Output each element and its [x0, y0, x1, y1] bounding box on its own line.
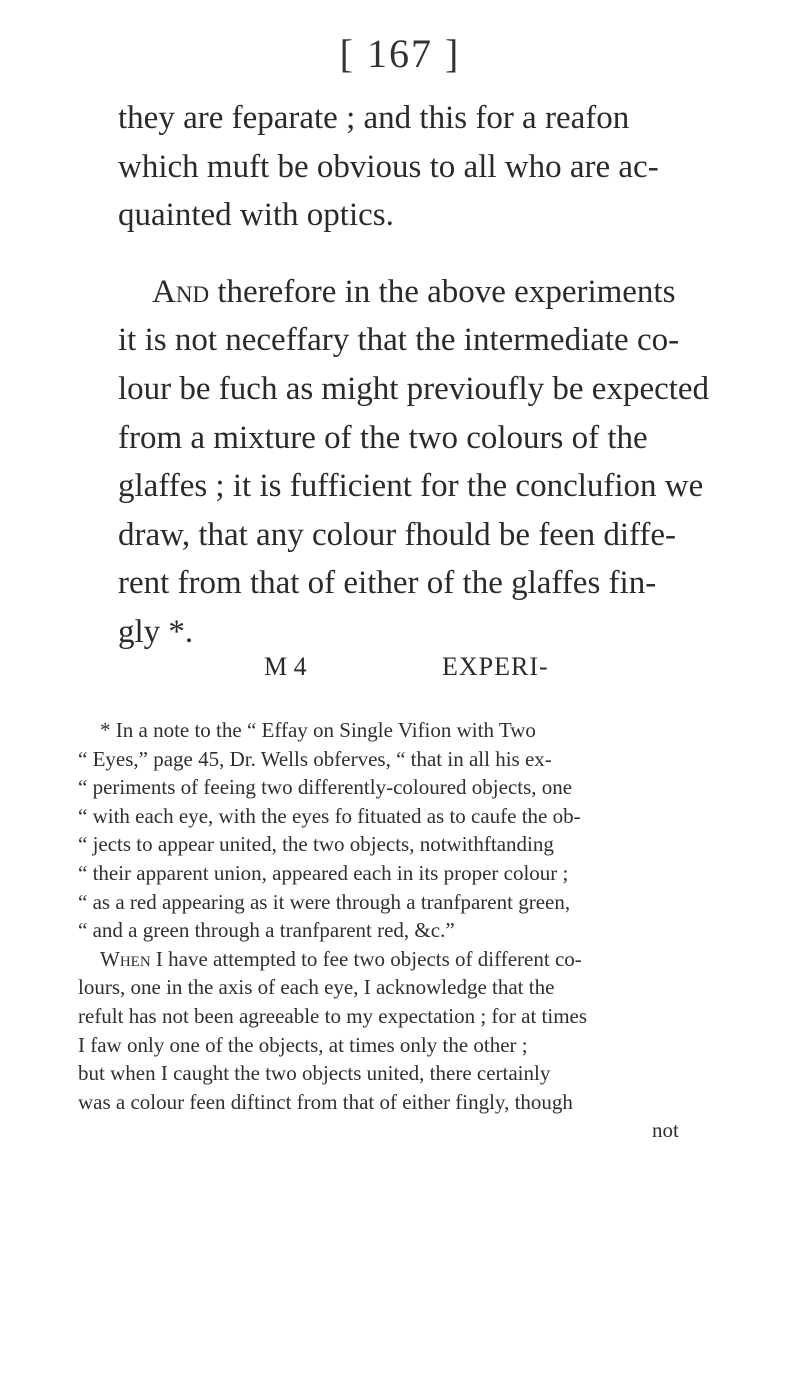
page-number: [ 167 ]	[339, 31, 461, 76]
footnote-line: but when I caught the two objects united, there certainly	[78, 1061, 551, 1086]
footnote-line: refult has not been agreeable to my expectation ; for at times	[78, 1003, 588, 1028]
footnote-line: was a colour feen diftinct from that of either fingly, though	[78, 1089, 573, 1114]
text-line: quainted with optics.	[118, 197, 394, 234]
footnote-line: “ periments of feeing two differently-coloured objects, one	[78, 775, 573, 800]
footnote-line: “ with each eye, with the eyes fo fituated as to caufe the ob-	[78, 803, 581, 828]
main-text	[118, 94, 718, 657]
footnote-line: “ their apparent union, appeared each in its proper colour ;	[78, 860, 569, 885]
footnote-line: “ as a red appearing as it were through a tranfparent green,	[78, 889, 571, 914]
footnote-line: lours, one in the axis of each eye, I acknowledge that the	[78, 975, 555, 1000]
text-line: gly *.	[118, 613, 194, 650]
drop-word: When	[100, 946, 151, 971]
text-span: I have attempted to fee two objects of different co-	[150, 946, 582, 971]
text-line: draw, that any colour fhould be feen diffe-	[118, 516, 677, 553]
drop-word: And	[152, 273, 210, 310]
paragraph-opening-line	[118, 268, 718, 317]
footnote	[78, 716, 718, 1145]
text-line: it is not neceffary that the intermediate co-	[118, 322, 680, 359]
signature-mark: M 4	[264, 652, 307, 681]
text-line: which muft be obvious to all who are ac-	[118, 148, 659, 185]
text-span: therefore in the above experiments	[209, 273, 676, 310]
footnote-catchword: not	[652, 1118, 679, 1143]
text-line: glaffes ; it is fufficient for the conclufion we	[118, 468, 704, 505]
text-line: lour be fuch as might previoufly be expected	[118, 370, 710, 407]
footnote-line: “ jects to appear united, the two objects, notwithftanding	[78, 832, 554, 857]
footnote-line: “ and a green through a tranfparent red, &c.”	[78, 918, 455, 943]
footnote-line: “ Eyes,” page 45, Dr. Wells obferves, “ that in all his ex-	[78, 746, 552, 771]
text-line: rent from that of either of the glaffes fin-	[118, 565, 657, 602]
text-line: they are feparate ; and this for a reafon	[118, 100, 630, 136]
footnote-line: * In a note to the “ Effay on Single Vifion with Two	[100, 718, 536, 742]
text-line: from a mixture of the two colours of the	[118, 419, 648, 456]
catchword: EXPERI-	[442, 652, 549, 681]
footnote-paragraph-opening	[78, 945, 718, 974]
footnote-line: I faw only one of the objects, at times only the other ;	[78, 1032, 528, 1057]
